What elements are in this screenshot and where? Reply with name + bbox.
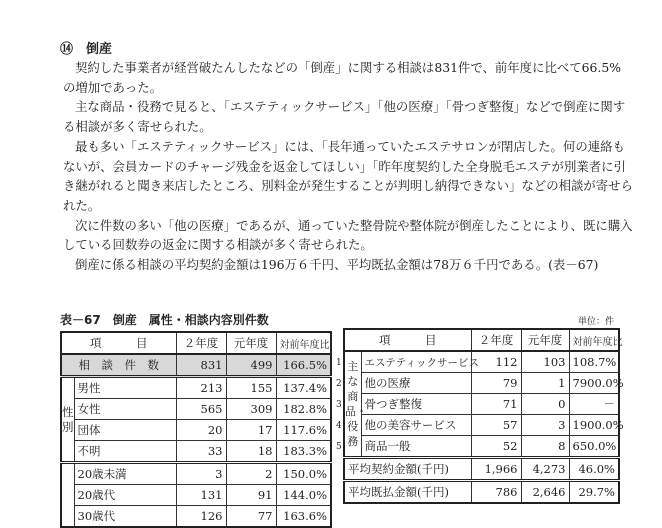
rank-number: 1 bbox=[336, 358, 342, 368]
cell-y1: 2 bbox=[226, 463, 276, 485]
row-label: 20歳代 bbox=[74, 485, 176, 506]
table-row bbox=[344, 373, 619, 394]
cell-ratio: 29.7% bbox=[569, 481, 619, 504]
cell-y1: 91 bbox=[226, 485, 276, 506]
cell-y2: 71 bbox=[471, 394, 521, 415]
unit-label: 単位：件 bbox=[578, 317, 615, 327]
cell-ratio: 108.7% bbox=[569, 351, 619, 373]
row-label: 30歳代 bbox=[74, 506, 176, 528]
table-row bbox=[344, 394, 619, 415]
header-y1: 元年度 bbox=[521, 329, 569, 351]
rank-number: 4 bbox=[336, 421, 342, 431]
cell-y1: 155 bbox=[226, 377, 276, 399]
table-row bbox=[61, 463, 331, 485]
cell-ratio: 183.3% bbox=[276, 441, 331, 463]
gender-group-label: 性別 bbox=[61, 377, 74, 463]
row-label: 団体 bbox=[74, 420, 176, 441]
cell-y2: 112 bbox=[471, 351, 521, 373]
table-row bbox=[344, 351, 619, 373]
table-row bbox=[61, 399, 331, 420]
cell-y1: 1 bbox=[521, 373, 569, 394]
paragraph: 次に件数の多い「他の医療」であるが、通っていた整骨院や整体院が倒産したことにより、既に購入している回数券の返金に関する相談が多く寄せられた。 bbox=[63, 217, 633, 253]
header-item: 項 目 bbox=[61, 332, 176, 354]
cell-y2: 20 bbox=[176, 420, 226, 441]
cell-ratio: 117.6% bbox=[276, 420, 331, 441]
paragraph: 最も多い「エステティックサービス」には、「長年通っていたエステサロンが閉店した。何の連絡もないが、会員カードのチャージ残金を返金してほしい」「昨年度契約した全身脱毛エステが別業者に引き継がれると聞き来店したところ、別料金が発生することが判明し納得できない」などの相談が寄せられた。 bbox=[63, 138, 633, 213]
row-label: 相 談 件 数 bbox=[61, 354, 176, 377]
cell-ratio: － bbox=[569, 394, 619, 415]
row-label: 20歳未満 bbox=[74, 463, 176, 485]
row-label: 骨つぎ整復 bbox=[361, 394, 471, 415]
cell-y2: 33 bbox=[176, 441, 226, 463]
cell-y1: 499 bbox=[226, 354, 276, 377]
table-row bbox=[61, 377, 331, 399]
cell-y1: 17 bbox=[226, 420, 276, 441]
cell-y2: 3 bbox=[176, 463, 226, 485]
header-y2: ２年度 bbox=[176, 332, 226, 354]
cell-y1: 2,646 bbox=[521, 481, 569, 504]
row-label: 男性 bbox=[74, 377, 176, 399]
header-item: 項 目 bbox=[344, 329, 471, 351]
cell-y2: 786 bbox=[471, 481, 521, 504]
table-header bbox=[61, 332, 331, 354]
cell-y2: 1,966 bbox=[471, 458, 521, 481]
row-label: 平均契約金額(千円) bbox=[344, 458, 471, 481]
paragraph: 倒産に係る相談の平均契約金額は196万６千円、平均既払金額は78万６千円である。(表－67) bbox=[75, 257, 599, 273]
row-label: 不明 bbox=[74, 441, 176, 463]
age-group-label bbox=[61, 463, 74, 528]
table-row-avg-contract bbox=[344, 458, 619, 481]
cell-y1: 3 bbox=[521, 415, 569, 436]
cell-y1: 103 bbox=[521, 351, 569, 373]
cell-y2: 79 bbox=[471, 373, 521, 394]
cell-ratio: 144.0% bbox=[276, 485, 331, 506]
cell-y2: 52 bbox=[471, 436, 521, 458]
cell-y2: 213 bbox=[176, 377, 226, 399]
table-row bbox=[344, 436, 619, 458]
header-ratio: 対前年度比 bbox=[569, 329, 619, 351]
table-row bbox=[61, 485, 331, 506]
attribute-table bbox=[60, 331, 332, 528]
row-label: 他の医療 bbox=[361, 373, 471, 394]
cell-ratio: 7900.0% bbox=[569, 373, 619, 394]
table-row bbox=[61, 420, 331, 441]
table-row bbox=[61, 441, 331, 463]
product-table bbox=[343, 328, 624, 504]
cell-y1: 0 bbox=[521, 394, 569, 415]
rank-numbers bbox=[336, 353, 342, 458]
cell-y1: 8 bbox=[521, 436, 569, 458]
cell-y1: 18 bbox=[226, 441, 276, 463]
table-row bbox=[344, 415, 619, 436]
cell-ratio: 182.8% bbox=[276, 399, 331, 420]
paragraph: 主な商品・役務で見ると、「エステティックサービス」「他の医療」「骨つぎ整復」などで倒産に関する相談が多く寄せられた。 bbox=[63, 99, 626, 135]
cell-y1: 77 bbox=[226, 506, 276, 528]
table-row bbox=[61, 506, 331, 528]
cell-y1: 4,273 bbox=[521, 458, 569, 481]
product-group-label: 主な商品・役務 bbox=[344, 351, 361, 458]
cell-y2: 126 bbox=[176, 506, 226, 528]
header-ratio: 対前年度比 bbox=[276, 332, 331, 354]
rank-number: 2 bbox=[336, 379, 342, 389]
cell-y2: 131 bbox=[176, 485, 226, 506]
cell-y2: 565 bbox=[176, 399, 226, 420]
cell-ratio: 46.0% bbox=[569, 458, 619, 481]
rank-number: 5 bbox=[336, 442, 342, 452]
row-label: 女性 bbox=[74, 399, 176, 420]
row-label: 平均既払金額(千円) bbox=[344, 481, 471, 504]
body-text bbox=[63, 58, 633, 275]
table-title: 表－67 倒産 属性・相談内容別件数 bbox=[60, 313, 269, 327]
row-label: エステティックサービス bbox=[361, 351, 471, 373]
cell-y2: 57 bbox=[471, 415, 521, 436]
cell-y2: 831 bbox=[176, 354, 226, 377]
cell-ratio: 163.6% bbox=[276, 506, 331, 528]
cell-y1: 309 bbox=[226, 399, 276, 420]
row-label: 商品一般 bbox=[361, 436, 471, 458]
rank-number: 3 bbox=[336, 400, 342, 410]
cell-ratio: 1900.0% bbox=[569, 415, 619, 436]
table-row-total bbox=[61, 354, 331, 377]
cell-ratio: 650.0% bbox=[569, 436, 619, 458]
table-row-avg-paid bbox=[344, 481, 619, 504]
cell-ratio: 150.0% bbox=[276, 463, 331, 485]
cell-ratio: 166.5% bbox=[276, 354, 331, 377]
paragraph: 契約した事業者が経営破たんしたなどの「倒産」に関する相談は831件で、前年度に比べて66.5%の増加であった。 bbox=[63, 60, 621, 95]
table-header bbox=[344, 329, 619, 351]
cell-ratio: 137.4% bbox=[276, 377, 331, 399]
row-label: 他の美容サービス bbox=[361, 415, 471, 436]
header-y2: ２年度 bbox=[471, 329, 521, 351]
header-y1: 元年度 bbox=[226, 332, 276, 354]
section-heading: ⑭ 倒産 bbox=[60, 42, 113, 57]
